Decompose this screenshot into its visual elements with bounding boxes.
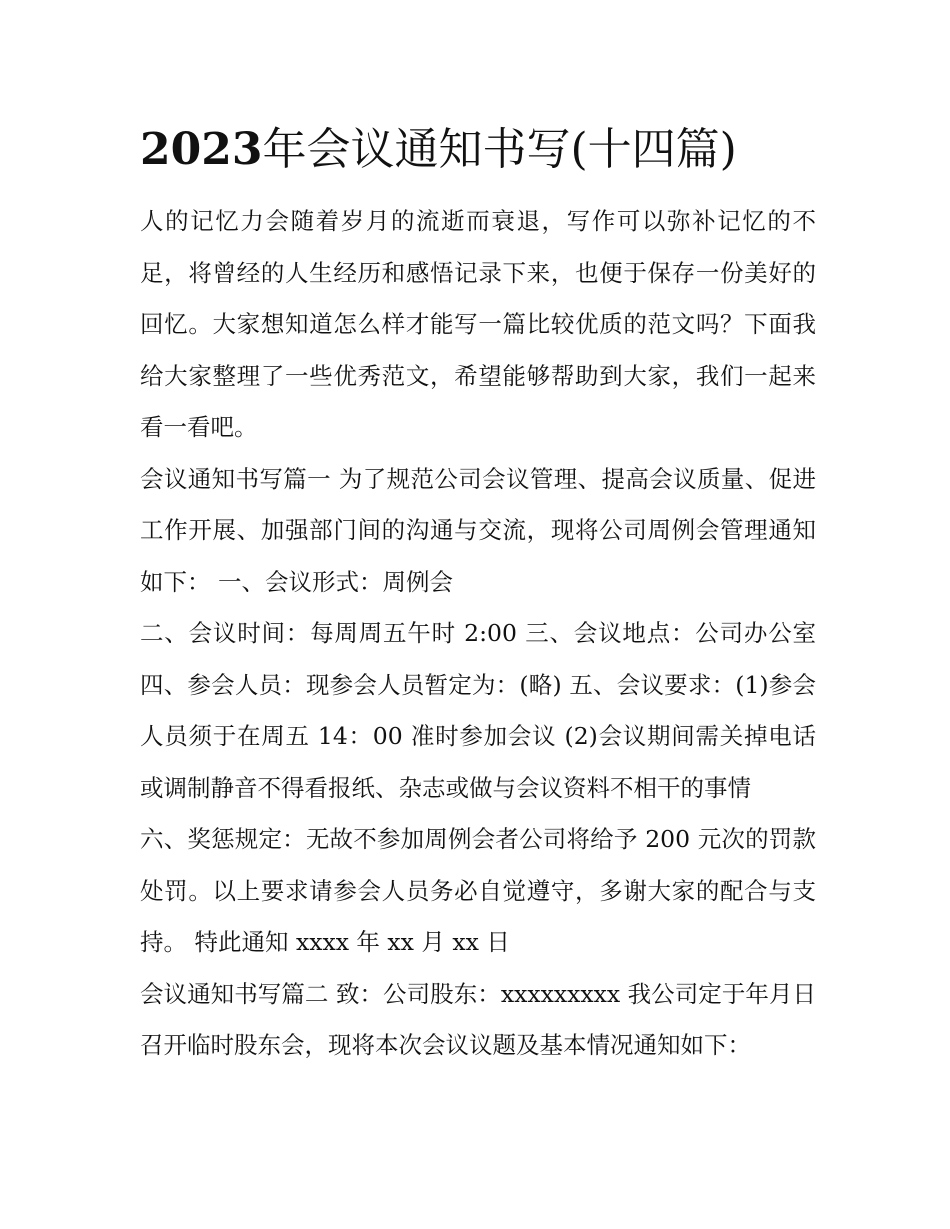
notice-two-paragraph: 会议通知书写篇二 致：公司股东：xxxxxxxxx 我公司定于年月日召开临时股东会，现将本次会议议题及基本情况通知如下： (140, 979, 816, 1059)
title-year: 2023 (140, 124, 263, 175)
meeting-details-paragraph: 二、会议时间：每周周五午时 2:00 三、会议地点：公司办公室 四、参会人员：现参会人员暂定为：(略) 五、会议要求：(1)参会人员须于在周五 14：00 准时参加会议 (2)会议期间需关掉电话或调制静音不得看报纸、杂志或做与会议资料不相干的事情 (140, 619, 816, 802)
intro-paragraph: 人的记忆力会随着岁月的流逝而衰退，写作可以弥补记忆的不足，将曾经的人生经历和感悟记录下来，也便于保存一份美好的回忆。大家想知道怎么样才能写一篇比较优质的范文吗？下面我给大家整理了一些优秀范文，希望能够帮助到大家，我们一起来看一看吧。 (140, 207, 816, 441)
notice-one-paragraph: 会议通知书写篇一 为了规范公司会议管理、提高会议质量、促进工作开展、加强部门间的沟通与交流，现将公司周例会管理通知如下： 一、会议形式：周例会 (140, 464, 816, 596)
title-text: 年会议通知书写(十四篇) (262, 124, 737, 175)
document-page (140, 118, 816, 1072)
document-title (140, 118, 816, 182)
penalty-paragraph: 六、奖惩规定：无故不参加周例会者公司将给予 200 元次的罚款处罚。以上要求请参会人员务必自觉遵守，多谢大家的配合与支持。 特此通知 xxxx 年 xx 月 xx 日 (140, 825, 816, 956)
